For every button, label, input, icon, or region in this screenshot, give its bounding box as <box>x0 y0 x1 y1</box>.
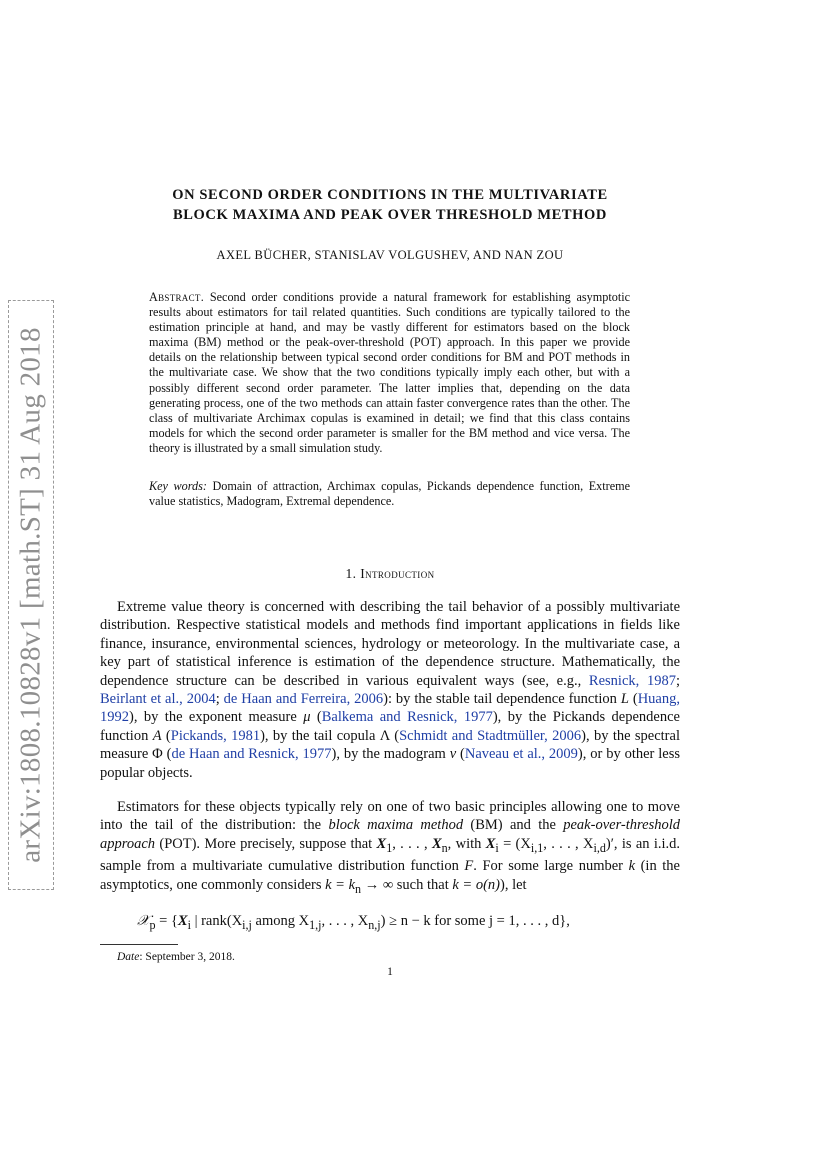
math-vector: X <box>376 835 387 852</box>
math-symbol: ν <box>449 746 457 763</box>
page-number: 1 <box>387 966 393 978</box>
math-symbol: k = o(n) <box>452 876 501 893</box>
math-subscript: i,d <box>593 840 606 855</box>
math-subscript: i,1 <box>530 840 544 855</box>
text-run: (in the asymptotics, one commonly considers <box>100 858 680 893</box>
abstract-text: Second order conditions provide a natural framework for establishing asymptotic results about estimators for tail related quantities. Such conditions are typically tailored to the estimation principle at hand, and may be vastly different for estimators based on the block maxima (BM) method or the peak-over-threshold (POT) approach. In this paper we provide details on the relationship between typical second order conditions for BM and POT methods in the multivariate case. We show that the two conditions typically imply each other, but with a possibly different second order parameter. The latter implies that, depending on the data generating process, one of the two methods can attain faster convergence rates than the other. The class of multivariate Archimax copulas is examined in detail; we find that this class contains models for which the second order parameter is smaller for the BM method and vice versa. The theory is illustrated by a small simulation study. <box>149 290 631 455</box>
citation-link[interactable]: Resnick, 1987 <box>588 672 676 689</box>
text-run: ), or by other less popular objects. <box>100 746 680 781</box>
math-subscript: n <box>441 840 448 855</box>
math-symbol: L <box>620 691 629 708</box>
text-run: ( <box>628 691 638 708</box>
title-line-2: BLOCK MAXIMA AND PEAK OVER THRESHOLD METHOD <box>173 207 607 223</box>
math-subscript: i,j <box>242 917 252 932</box>
text-run: . For some large number <box>473 858 629 875</box>
math-subscript: p <box>149 917 156 932</box>
math-subscript: i <box>187 917 191 932</box>
math-text: = { <box>155 913 178 929</box>
citation-link[interactable]: de Haan and Ferreira, 2006 <box>223 691 384 708</box>
text-run: , with <box>447 835 486 852</box>
emphasis: block maxima method <box>328 817 464 834</box>
text-run: ; <box>675 672 680 689</box>
paragraph-2 <box>100 798 680 898</box>
citation-link[interactable]: Naveau et al., 2009 <box>464 746 578 763</box>
text-run: , . . . , X <box>543 835 594 852</box>
math-vector: X <box>177 913 188 929</box>
math-subscript: n,j <box>368 917 381 932</box>
math-symbol: μ <box>303 709 311 726</box>
text-run: Estimators for these objects typically rely on one of two basic principles allowing one to move into the tail of the distribution: the <box>100 799 680 834</box>
math-symbol: 𝒳 <box>137 913 150 929</box>
text-run: ), by the madogram <box>331 746 450 763</box>
display-equation <box>137 913 697 933</box>
math-subscript: 1,j <box>309 917 322 932</box>
paragraph-1 <box>100 598 680 782</box>
math-symbol: k = k <box>325 876 356 893</box>
math-symbol: k <box>628 858 636 875</box>
arxiv-identifier-text: arXiv:1808.10828v1 [math.ST] 31 Aug 2018 <box>14 327 47 863</box>
keywords <box>149 479 630 509</box>
footnote-text: : September 3, 2018. <box>139 951 235 963</box>
text-run: ), by the Pickands dependence function <box>100 709 680 744</box>
keywords-label: Key words: <box>149 479 207 493</box>
citation-link[interactable]: de Haan and Resnick, 1977 <box>171 746 332 763</box>
text-run: Extreme value theory is concerned with describing the tail behavior of a possibly multivariate distribution. Respective statistical models and methods find important applications in fields like finance, insurance, environmental sciences, hydrology or meteorology. In the multivariate case, a key part of statistical inference is estimation of the dependence structure. Mathematically, the dependence structure can be described in various equivalent ways (see, e.g., <box>100 599 680 689</box>
text-run: ), by the exponent measure <box>129 709 304 726</box>
text-run: ), by the tail copula Λ ( <box>260 727 400 744</box>
abstract-label: Abstract. <box>149 290 205 304</box>
footnote-rule <box>100 944 178 945</box>
text-run: )′, is an i.i.d. sample from a multivariate cumulative distribution function <box>100 835 681 875</box>
arxiv-identifier-stamp <box>8 300 54 890</box>
text-run: ; <box>215 691 224 708</box>
section-number: 1. <box>345 566 357 581</box>
keywords-text: Domain of attraction, Archimax copulas, Pickands dependence function, Extreme value statistics, Madogram, Extremal dependence. <box>149 479 630 509</box>
text-run: ): by the stable tail dependence function <box>383 691 621 708</box>
text-run: (POT). More precisely, suppose that <box>155 835 377 852</box>
abstract <box>149 290 630 456</box>
math-text: among X <box>251 913 310 929</box>
math-vector: X <box>431 835 442 852</box>
title-line-1: ON SECOND ORDER CONDITIONS IN THE MULTIVARIATE <box>172 187 608 203</box>
text-run: ), by the spectral measure Φ ( <box>100 727 680 763</box>
paper-title <box>100 185 680 225</box>
section-title: Introduction <box>360 566 435 581</box>
citation-link[interactable]: Schmidt and Stadtmüller, 2006 <box>399 727 582 744</box>
math-subscript: n <box>355 881 362 896</box>
math-vector: X <box>485 835 496 852</box>
section-heading <box>100 566 680 582</box>
text-run: ( <box>310 709 322 726</box>
citation-link[interactable]: Beirlant et al., 2004 <box>100 691 216 708</box>
text-run: (BM) and the <box>463 817 564 834</box>
text-run: ), let <box>500 876 527 893</box>
math-subscript: i <box>495 840 499 855</box>
text-run: ( <box>161 727 171 744</box>
math-symbol: F <box>464 858 474 875</box>
emphasis: peak-over-threshold approach <box>100 817 680 852</box>
citation-link[interactable]: Pickands, 1981 <box>170 727 261 744</box>
author-list: AXEL BÜCHER, STANISLAV VOLGUSHEV, AND NAN ZOU <box>216 248 564 262</box>
footnote-label: Date <box>117 951 140 963</box>
math-text: | rank(X <box>190 913 243 929</box>
citation-link[interactable]: Balkema and Resnick, 1977 <box>321 709 493 726</box>
math-text: ) ≥ n − k for some j = 1, . . . , d}, <box>380 913 570 929</box>
math-symbol: A <box>152 727 162 744</box>
text-run: → ∞ such that <box>361 876 453 893</box>
math-subscript: 1 <box>386 840 393 855</box>
footnote-date <box>117 951 235 963</box>
math-text: , . . . , X <box>321 913 369 929</box>
text-run: ( <box>456 746 465 763</box>
citation-link[interactable]: Huang, 1992 <box>100 691 680 726</box>
text-run: , . . . , <box>392 835 432 852</box>
text-run: = (X <box>498 835 531 852</box>
